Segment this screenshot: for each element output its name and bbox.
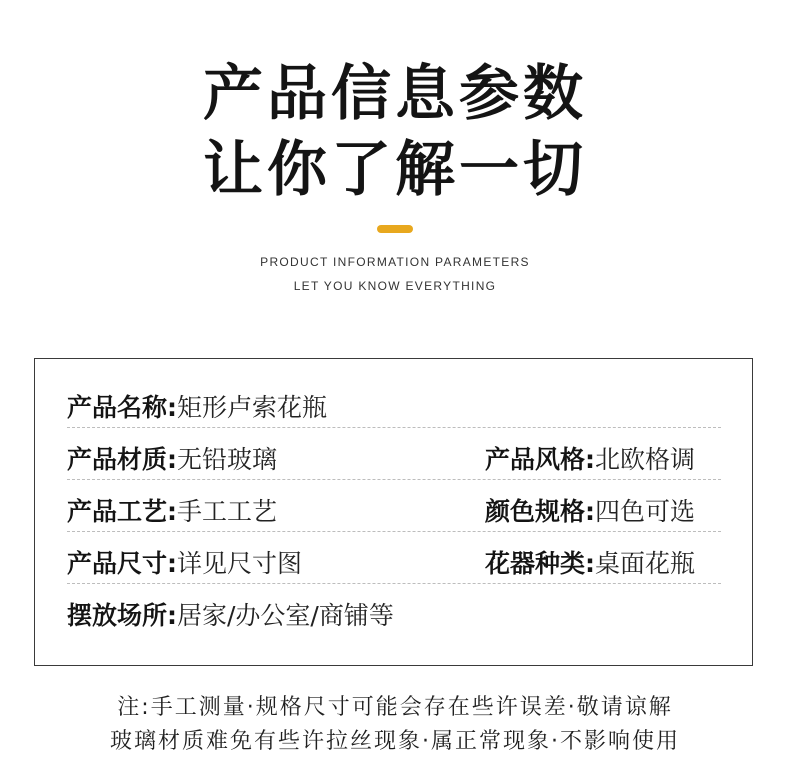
parameters-table (34, 358, 753, 666)
color-spec-label: 颜色规格: (485, 497, 595, 526)
product-size-label: 产品尺寸: (67, 549, 177, 578)
param-row-placement (67, 595, 721, 635)
glass-material-note: 玻璃材质难免有些许拉丝现象·属正常现象·不影响使用 (110, 729, 680, 754)
page-title-second-line: 让你了解一切 (203, 135, 587, 205)
vase-type-value: 桌面花瓶 (595, 549, 696, 578)
product-name-value: 矩形卢索花瓶 (177, 393, 328, 422)
product-size-field (67, 549, 302, 579)
color-spec-value: 四色可选 (595, 497, 696, 526)
param-row-name (67, 387, 721, 428)
product-style-label: 产品风格: (485, 445, 595, 474)
product-craft-value: 手工工艺 (177, 497, 278, 526)
accent-divider (377, 225, 413, 233)
color-spec-field (485, 497, 695, 527)
product-size-value: 详见尺寸图 (177, 549, 303, 578)
product-name-label: 产品名称: (67, 393, 177, 422)
product-craft-field (67, 497, 277, 527)
param-row-size-type (67, 543, 721, 584)
product-style-value: 北欧格调 (595, 445, 696, 474)
product-name-field (67, 393, 327, 423)
placement-value: 居家/办公室/商铺等 (177, 601, 394, 630)
english-subtitle: PRODUCT INFORMATION PARAMETERS (260, 255, 530, 269)
page-title: 产品信息参数 (203, 59, 587, 129)
param-row-material-style (67, 439, 721, 480)
product-material-value: 无铅玻璃 (177, 445, 278, 474)
product-style-field (485, 445, 695, 475)
vase-type-label: 花器种类: (485, 549, 595, 578)
measurement-note: 注:手工测量·规格尺寸可能会存在些许误差·敬请谅解 (117, 695, 673, 720)
english-subtitle-second-line: LET YOU KNOW EVERYTHING (293, 279, 497, 293)
placement-label: 摆放场所: (67, 601, 177, 630)
product-material-field (67, 445, 277, 475)
vase-type-field (485, 549, 695, 579)
product-craft-label: 产品工艺: (67, 497, 177, 526)
product-material-label: 产品材质: (67, 445, 177, 474)
placement-field (67, 601, 394, 631)
param-row-craft-color (67, 491, 721, 532)
